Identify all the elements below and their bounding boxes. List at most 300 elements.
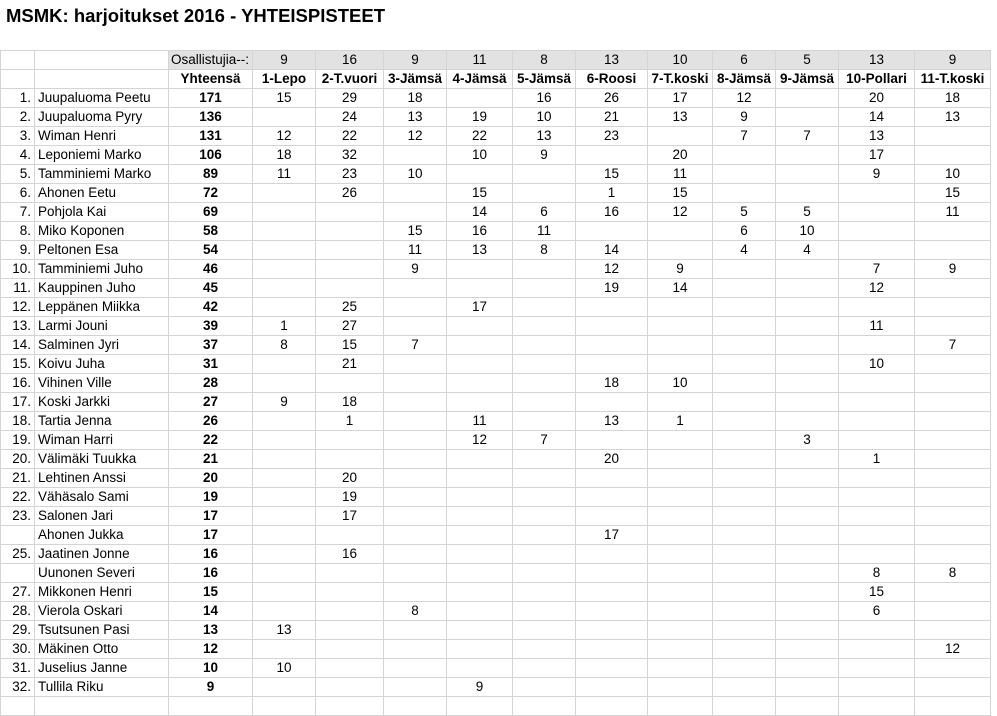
- name-cell[interactable]: Juupaluoma Pyry: [35, 108, 169, 127]
- name-cell[interactable]: Tullila Riku: [35, 678, 169, 697]
- score-cell[interactable]: [576, 564, 648, 583]
- score-cell[interactable]: [776, 89, 839, 108]
- score-cell[interactable]: [648, 298, 713, 317]
- score-cell[interactable]: 10: [447, 146, 513, 165]
- total-cell[interactable]: 58: [169, 222, 253, 241]
- score-cell[interactable]: [776, 678, 839, 697]
- score-cell[interactable]: 11: [513, 222, 576, 241]
- score-cell[interactable]: [384, 640, 447, 659]
- score-cell[interactable]: [915, 450, 991, 469]
- total-cell[interactable]: 72: [169, 184, 253, 203]
- score-cell[interactable]: [915, 526, 991, 545]
- score-cell[interactable]: 17: [316, 507, 384, 526]
- score-cell[interactable]: [713, 355, 776, 374]
- score-cell[interactable]: 18: [384, 89, 447, 108]
- score-cell[interactable]: [713, 450, 776, 469]
- score-cell[interactable]: 13: [513, 127, 576, 146]
- event-header[interactable]: 3-Jämsä: [384, 70, 447, 89]
- score-cell[interactable]: 19: [576, 279, 648, 298]
- name-cell[interactable]: Leppänen Miikka: [35, 298, 169, 317]
- score-cell[interactable]: [447, 336, 513, 355]
- score-cell[interactable]: 10: [253, 659, 316, 678]
- rank-cell[interactable]: 29.: [1, 621, 35, 640]
- score-cell[interactable]: [447, 317, 513, 336]
- score-cell[interactable]: [915, 222, 991, 241]
- empty-cell[interactable]: [776, 697, 839, 716]
- score-cell[interactable]: [384, 279, 447, 298]
- score-cell[interactable]: [776, 374, 839, 393]
- total-cell[interactable]: 16: [169, 564, 253, 583]
- score-cell[interactable]: [316, 450, 384, 469]
- score-cell[interactable]: [915, 241, 991, 260]
- empty-cell[interactable]: [513, 697, 576, 716]
- score-cell[interactable]: 12: [648, 203, 713, 222]
- name-cell[interactable]: Mikkonen Henri: [35, 583, 169, 602]
- score-cell[interactable]: [776, 165, 839, 184]
- rank-cell[interactable]: 31.: [1, 659, 35, 678]
- score-cell[interactable]: [839, 298, 915, 317]
- score-cell[interactable]: [648, 222, 713, 241]
- name-cell[interactable]: Lehtinen Anssi: [35, 469, 169, 488]
- score-cell[interactable]: 14: [648, 279, 713, 298]
- score-cell[interactable]: [447, 355, 513, 374]
- rank-cell[interactable]: 28.: [1, 602, 35, 621]
- score-cell[interactable]: [915, 298, 991, 317]
- score-cell[interactable]: [316, 678, 384, 697]
- score-cell[interactable]: 1: [648, 412, 713, 431]
- score-cell[interactable]: [915, 355, 991, 374]
- score-cell[interactable]: [776, 640, 839, 659]
- score-cell[interactable]: [253, 431, 316, 450]
- rank-cell[interactable]: 30.: [1, 640, 35, 659]
- total-cell[interactable]: 45: [169, 279, 253, 298]
- score-cell[interactable]: [915, 583, 991, 602]
- total-cell[interactable]: 15: [169, 583, 253, 602]
- score-cell[interactable]: 5: [776, 203, 839, 222]
- score-cell[interactable]: 20: [648, 146, 713, 165]
- total-cell[interactable]: 27: [169, 393, 253, 412]
- event-header[interactable]: 1-Lepo: [253, 70, 316, 89]
- score-cell[interactable]: [576, 583, 648, 602]
- name-cell[interactable]: Uunonen Severi: [35, 564, 169, 583]
- rank-cell[interactable]: 10.: [1, 260, 35, 279]
- score-cell[interactable]: [776, 564, 839, 583]
- score-cell[interactable]: 15: [648, 184, 713, 203]
- score-cell[interactable]: [839, 222, 915, 241]
- score-cell[interactable]: [713, 678, 776, 697]
- score-cell[interactable]: [447, 279, 513, 298]
- score-cell[interactable]: 9: [839, 165, 915, 184]
- score-cell[interactable]: 8: [513, 241, 576, 260]
- score-cell[interactable]: [384, 298, 447, 317]
- corner-cell[interactable]: [1, 51, 35, 70]
- score-cell[interactable]: [513, 488, 576, 507]
- score-cell[interactable]: [253, 602, 316, 621]
- score-cell[interactable]: [648, 526, 713, 545]
- score-cell[interactable]: 26: [576, 89, 648, 108]
- score-cell[interactable]: [648, 355, 713, 374]
- score-cell[interactable]: [713, 659, 776, 678]
- score-cell[interactable]: [513, 260, 576, 279]
- score-cell[interactable]: [447, 545, 513, 564]
- score-cell[interactable]: [915, 431, 991, 450]
- score-cell[interactable]: [253, 526, 316, 545]
- score-cell[interactable]: [915, 545, 991, 564]
- score-cell[interactable]: [713, 374, 776, 393]
- score-cell[interactable]: [839, 488, 915, 507]
- score-cell[interactable]: 19: [447, 108, 513, 127]
- score-cell[interactable]: [776, 526, 839, 545]
- score-cell[interactable]: 18: [915, 89, 991, 108]
- score-cell[interactable]: 1: [253, 317, 316, 336]
- score-cell[interactable]: [648, 583, 713, 602]
- score-cell[interactable]: [513, 678, 576, 697]
- rank-cell[interactable]: 12.: [1, 298, 35, 317]
- score-cell[interactable]: [648, 317, 713, 336]
- name-cell[interactable]: Tartia Jenna: [35, 412, 169, 431]
- score-cell[interactable]: [648, 488, 713, 507]
- score-cell[interactable]: 9: [648, 260, 713, 279]
- score-cell[interactable]: 16: [576, 203, 648, 222]
- score-cell[interactable]: 11: [447, 412, 513, 431]
- score-cell[interactable]: [513, 659, 576, 678]
- name-cell[interactable]: Larmi Jouni: [35, 317, 169, 336]
- score-cell[interactable]: [447, 526, 513, 545]
- score-cell[interactable]: 15: [915, 184, 991, 203]
- score-cell[interactable]: 9: [447, 678, 513, 697]
- name-cell[interactable]: Tamminiemi Juho: [35, 260, 169, 279]
- score-cell[interactable]: [713, 583, 776, 602]
- score-cell[interactable]: 8: [384, 602, 447, 621]
- score-cell[interactable]: [713, 165, 776, 184]
- score-cell[interactable]: [513, 450, 576, 469]
- score-cell[interactable]: [776, 488, 839, 507]
- name-cell[interactable]: Koivu Juha: [35, 355, 169, 374]
- score-cell[interactable]: [513, 640, 576, 659]
- score-cell[interactable]: [648, 602, 713, 621]
- score-cell[interactable]: [576, 336, 648, 355]
- score-cell[interactable]: [253, 545, 316, 564]
- event-header[interactable]: 11-T.koski: [915, 70, 991, 89]
- rank-cell[interactable]: 1.: [1, 89, 35, 108]
- score-cell[interactable]: [776, 279, 839, 298]
- score-cell[interactable]: [253, 260, 316, 279]
- name-cell[interactable]: Ahonen Eetu: [35, 184, 169, 203]
- score-cell[interactable]: [384, 203, 447, 222]
- score-cell[interactable]: 17: [839, 146, 915, 165]
- score-cell[interactable]: [713, 621, 776, 640]
- participant-count-cell[interactable]: 11: [447, 51, 513, 70]
- score-cell[interactable]: [513, 184, 576, 203]
- score-cell[interactable]: [253, 203, 316, 222]
- score-cell[interactable]: [447, 469, 513, 488]
- score-cell[interactable]: [513, 412, 576, 431]
- score-cell[interactable]: 22: [316, 127, 384, 146]
- score-cell[interactable]: [776, 393, 839, 412]
- score-cell[interactable]: [513, 317, 576, 336]
- total-cell[interactable]: 31: [169, 355, 253, 374]
- score-cell[interactable]: 3: [776, 431, 839, 450]
- score-cell[interactable]: [253, 184, 316, 203]
- score-cell[interactable]: [384, 583, 447, 602]
- name-cell[interactable]: Jaatinen Jonne: [35, 545, 169, 564]
- score-cell[interactable]: 9: [713, 108, 776, 127]
- score-cell[interactable]: [384, 374, 447, 393]
- score-cell[interactable]: 5: [713, 203, 776, 222]
- score-cell[interactable]: [839, 621, 915, 640]
- score-cell[interactable]: [316, 659, 384, 678]
- score-cell[interactable]: 23: [576, 127, 648, 146]
- score-cell[interactable]: 19: [316, 488, 384, 507]
- score-cell[interactable]: [648, 336, 713, 355]
- name-cell[interactable]: Vihinen Ville: [35, 374, 169, 393]
- score-cell[interactable]: [576, 507, 648, 526]
- score-cell[interactable]: [713, 507, 776, 526]
- score-cell[interactable]: [513, 602, 576, 621]
- score-cell[interactable]: [316, 526, 384, 545]
- corner-cell[interactable]: [35, 70, 169, 89]
- score-cell[interactable]: [713, 526, 776, 545]
- score-cell[interactable]: 9: [513, 146, 576, 165]
- participants-label[interactable]: Osallistujia--:: [169, 51, 253, 70]
- total-cell[interactable]: 17: [169, 526, 253, 545]
- participant-count-cell[interactable]: 9: [253, 51, 316, 70]
- score-cell[interactable]: [839, 203, 915, 222]
- total-cell[interactable]: 54: [169, 241, 253, 260]
- score-cell[interactable]: [447, 602, 513, 621]
- rank-cell[interactable]: 22.: [1, 488, 35, 507]
- total-cell[interactable]: 21: [169, 450, 253, 469]
- score-cell[interactable]: [576, 659, 648, 678]
- score-cell[interactable]: [713, 564, 776, 583]
- score-cell[interactable]: 1: [576, 184, 648, 203]
- score-cell[interactable]: [776, 108, 839, 127]
- empty-cell[interactable]: [447, 697, 513, 716]
- score-cell[interactable]: 7: [839, 260, 915, 279]
- score-cell[interactable]: 10: [648, 374, 713, 393]
- score-cell[interactable]: [513, 621, 576, 640]
- rank-cell[interactable]: 5.: [1, 165, 35, 184]
- rank-cell[interactable]: 6.: [1, 184, 35, 203]
- event-header[interactable]: 9-Jämsä: [776, 70, 839, 89]
- score-cell[interactable]: [447, 393, 513, 412]
- score-cell[interactable]: [713, 279, 776, 298]
- score-cell[interactable]: [447, 374, 513, 393]
- score-cell[interactable]: 6: [839, 602, 915, 621]
- total-cell[interactable]: 37: [169, 336, 253, 355]
- corner-cell[interactable]: [35, 51, 169, 70]
- score-cell[interactable]: [713, 146, 776, 165]
- score-cell[interactable]: [447, 488, 513, 507]
- score-cell[interactable]: 10: [839, 355, 915, 374]
- score-cell[interactable]: 15: [253, 89, 316, 108]
- score-cell[interactable]: [576, 678, 648, 697]
- score-cell[interactable]: [915, 374, 991, 393]
- score-cell[interactable]: [447, 89, 513, 108]
- score-cell[interactable]: 12: [447, 431, 513, 450]
- score-cell[interactable]: [648, 431, 713, 450]
- score-cell[interactable]: 10: [776, 222, 839, 241]
- score-cell[interactable]: 18: [316, 393, 384, 412]
- score-cell[interactable]: [576, 298, 648, 317]
- rank-cell[interactable]: 19.: [1, 431, 35, 450]
- score-cell[interactable]: [713, 260, 776, 279]
- score-cell[interactable]: [447, 450, 513, 469]
- name-cell[interactable]: Salonen Jari: [35, 507, 169, 526]
- rank-cell[interactable]: 25.: [1, 545, 35, 564]
- score-cell[interactable]: [384, 450, 447, 469]
- event-header[interactable]: 8-Jämsä: [713, 70, 776, 89]
- total-cell[interactable]: 22: [169, 431, 253, 450]
- score-cell[interactable]: [513, 583, 576, 602]
- score-cell[interactable]: 18: [253, 146, 316, 165]
- name-cell[interactable]: Vierola Oskari: [35, 602, 169, 621]
- score-cell[interactable]: [776, 184, 839, 203]
- score-cell[interactable]: [776, 450, 839, 469]
- score-cell[interactable]: 20: [316, 469, 384, 488]
- score-cell[interactable]: 1: [316, 412, 384, 431]
- participant-count-cell[interactable]: 16: [316, 51, 384, 70]
- score-cell[interactable]: [713, 317, 776, 336]
- empty-cell[interactable]: [169, 697, 253, 716]
- score-cell[interactable]: [253, 241, 316, 260]
- score-cell[interactable]: [384, 659, 447, 678]
- total-cell[interactable]: 9: [169, 678, 253, 697]
- score-cell[interactable]: [447, 165, 513, 184]
- score-cell[interactable]: [384, 507, 447, 526]
- score-cell[interactable]: 10: [513, 108, 576, 127]
- score-cell[interactable]: 7: [713, 127, 776, 146]
- total-cell[interactable]: 42: [169, 298, 253, 317]
- score-cell[interactable]: 24: [316, 108, 384, 127]
- score-cell[interactable]: 26: [316, 184, 384, 203]
- empty-cell[interactable]: [253, 697, 316, 716]
- score-cell[interactable]: [776, 469, 839, 488]
- score-cell[interactable]: [513, 507, 576, 526]
- score-cell[interactable]: [648, 621, 713, 640]
- total-cell[interactable]: 131: [169, 127, 253, 146]
- score-cell[interactable]: [839, 184, 915, 203]
- rank-cell[interactable]: 18.: [1, 412, 35, 431]
- rank-cell[interactable]: 16.: [1, 374, 35, 393]
- event-header[interactable]: 7-T.koski: [648, 70, 713, 89]
- total-cell[interactable]: 20: [169, 469, 253, 488]
- score-cell[interactable]: [513, 564, 576, 583]
- score-cell[interactable]: [915, 317, 991, 336]
- total-cell[interactable]: 39: [169, 317, 253, 336]
- rank-cell[interactable]: [1, 526, 35, 545]
- score-cell[interactable]: 11: [648, 165, 713, 184]
- rank-cell[interactable]: 2.: [1, 108, 35, 127]
- score-cell[interactable]: [576, 146, 648, 165]
- empty-cell[interactable]: [1, 697, 35, 716]
- score-cell[interactable]: [384, 678, 447, 697]
- rank-cell[interactable]: 13.: [1, 317, 35, 336]
- score-cell[interactable]: 8: [915, 564, 991, 583]
- score-cell[interactable]: [648, 450, 713, 469]
- score-cell[interactable]: [253, 678, 316, 697]
- score-cell[interactable]: [384, 355, 447, 374]
- score-cell[interactable]: 32: [316, 146, 384, 165]
- score-cell[interactable]: 10: [384, 165, 447, 184]
- score-cell[interactable]: [253, 298, 316, 317]
- score-cell[interactable]: 25: [316, 298, 384, 317]
- score-cell[interactable]: 12: [713, 89, 776, 108]
- score-cell[interactable]: 15: [384, 222, 447, 241]
- rank-cell[interactable]: 23.: [1, 507, 35, 526]
- score-cell[interactable]: [316, 621, 384, 640]
- score-cell[interactable]: [316, 583, 384, 602]
- score-cell[interactable]: [839, 640, 915, 659]
- score-cell[interactable]: [648, 469, 713, 488]
- score-cell[interactable]: [915, 393, 991, 412]
- rank-cell[interactable]: 32.: [1, 678, 35, 697]
- score-cell[interactable]: 17: [447, 298, 513, 317]
- score-cell[interactable]: [713, 184, 776, 203]
- score-cell[interactable]: 20: [576, 450, 648, 469]
- score-cell[interactable]: [839, 526, 915, 545]
- score-cell[interactable]: 13: [648, 108, 713, 127]
- score-cell[interactable]: [839, 374, 915, 393]
- score-cell[interactable]: [648, 659, 713, 678]
- score-cell[interactable]: [915, 659, 991, 678]
- score-cell[interactable]: [713, 412, 776, 431]
- score-cell[interactable]: 16: [513, 89, 576, 108]
- participant-count-cell[interactable]: 9: [384, 51, 447, 70]
- name-cell[interactable]: Wiman Harri: [35, 431, 169, 450]
- score-cell[interactable]: 14: [576, 241, 648, 260]
- score-cell[interactable]: [713, 431, 776, 450]
- score-cell[interactable]: 14: [839, 108, 915, 127]
- score-cell[interactable]: [384, 488, 447, 507]
- total-cell[interactable]: 89: [169, 165, 253, 184]
- total-cell[interactable]: 13: [169, 621, 253, 640]
- name-cell[interactable]: Välimäki Tuukka: [35, 450, 169, 469]
- score-cell[interactable]: 7: [513, 431, 576, 450]
- name-cell[interactable]: Koski Jarkki: [35, 393, 169, 412]
- name-cell[interactable]: Vähäsalo Sami: [35, 488, 169, 507]
- corner-cell[interactable]: [1, 70, 35, 89]
- rank-cell[interactable]: 7.: [1, 203, 35, 222]
- score-cell[interactable]: 12: [839, 279, 915, 298]
- name-cell[interactable]: Tamminiemi Marko: [35, 165, 169, 184]
- score-cell[interactable]: [713, 602, 776, 621]
- score-cell[interactable]: 16: [316, 545, 384, 564]
- participant-count-cell[interactable]: 9: [915, 51, 991, 70]
- total-cell[interactable]: 16: [169, 545, 253, 564]
- score-cell[interactable]: [576, 222, 648, 241]
- score-cell[interactable]: [253, 488, 316, 507]
- score-cell[interactable]: [447, 621, 513, 640]
- name-cell[interactable]: Pohjola Kai: [35, 203, 169, 222]
- name-cell[interactable]: Ahonen Jukka: [35, 526, 169, 545]
- score-cell[interactable]: [776, 260, 839, 279]
- score-cell[interactable]: 12: [253, 127, 316, 146]
- score-cell[interactable]: [713, 640, 776, 659]
- score-cell[interactable]: [316, 260, 384, 279]
- score-cell[interactable]: [513, 298, 576, 317]
- name-cell[interactable]: Miko Koponen: [35, 222, 169, 241]
- score-cell[interactable]: [576, 469, 648, 488]
- total-cell[interactable]: 14: [169, 602, 253, 621]
- score-cell[interactable]: [384, 431, 447, 450]
- empty-cell[interactable]: [713, 697, 776, 716]
- score-cell[interactable]: [915, 678, 991, 697]
- rank-cell[interactable]: 11.: [1, 279, 35, 298]
- score-cell[interactable]: [316, 431, 384, 450]
- empty-cell[interactable]: [648, 697, 713, 716]
- score-cell[interactable]: [316, 602, 384, 621]
